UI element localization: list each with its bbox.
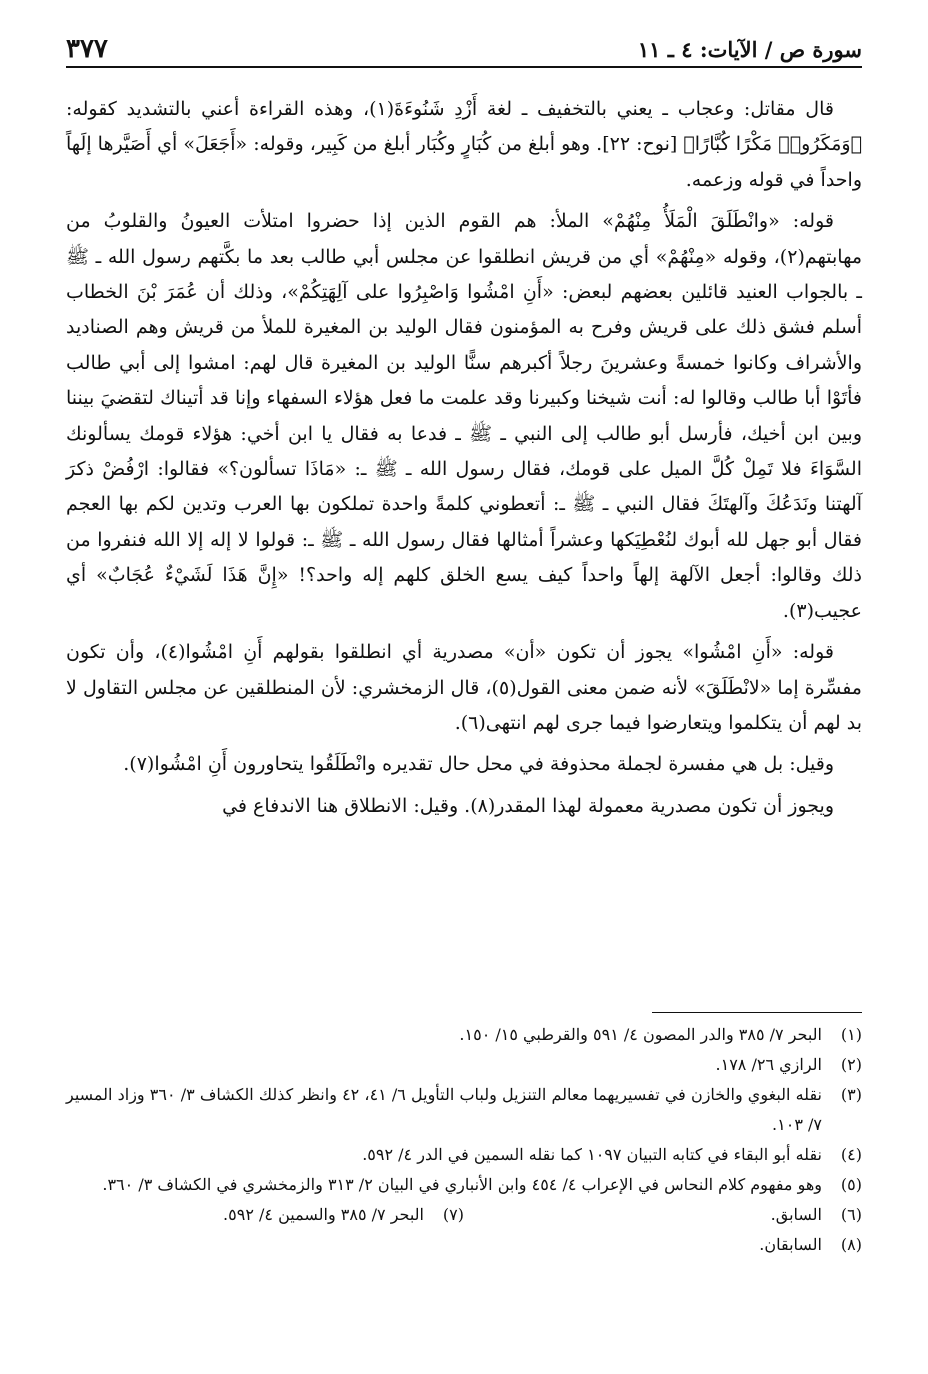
paragraph: قال مقاتل: وعجاب ـ يعني بالتخفيف ـ لغة أَزْدِ شَنُوءَةَ(١)، وهذه القراءة أعني بالتشديد كقوله: ﴿وَمَكَرُوا۟ مَكْرًا كُبَّارًا﴾ [نوح: ٢٢]. وهو أبلغ من كُبَارٍ وكُبَار أبلغ من كَبِير، وقوله: «أَجَعَلَ» أي أَصَيَّرها إلَهاً واحداً في قوله وزعمه. bbox=[66, 98, 863, 191]
paragraph: قوله: «وانْطَلَقَ الْمَلَأُ مِنْهُمْ» الملأ: هم القوم الذين إذا حضروا امتلأت العيونُ والقلوبُ من مهابتهم(٢)، وقوله «مِنْهُمْ» أي من قريش انطلقوا عن مجلس أبي طالب بعد ما بكَّتهم رسول الله ـ ﷺ ـ بالجواب العنيد قائلين بعضهم لبعض: «أَنِ امْشُوا وَاصْبِرُوا على آلِهَتِكُمْ»، وذلك أن عُمَرَ بْنَ الخطاب أسلم فشق ذلك على قريش وفرح به المؤمنون فقال الوليد بن المغيرة للملأ من قريش وهم الصناديد والأشراف وكانوا خمسةً وعشرينَ رجلاً أكبرهم سنًّا الوليد بن المغيرة قال لهم: امشوا إلى أبي طالب فأتَوْا أبا طالب وقالوا له: أنت شيخنا وكبيرنا وقد علمت ما فعل هؤلاء السفهاء وإنا قد أتيناك لتقضيَ بيننا وبين ابن أخيك، فأرسل أبو طالب إلى النبي ـ ﷺ ـ فدعا به فقال يا ابن أخي: هؤلاء قومك يسألونك السَّوَاءَ فلا تَمِلْ كُلَّ الميل على قومك، فقال رسول الله ـ ﷺ ـ: «مَاذَا تسألون؟» فقالوا: ارْفُضْ ذكرَ آلهتنا ونَدَعُكَ وآلهتَكَ فقال النبي ـ ﷺ ـ: أتعطوني كلمةً واحدة تملكون بها العرب وتدين لكم بها العجم فقال أبو جهل لله أبوك لنُعْطِيَكها وعشراً أمثالها فقال رسول الله ـ ﷺ ـ: قولوا لا إله إلا الله فنفروا من ذلك وقالوا: أجعل الآلهة إلهاً واحداً كيف يسع الخلق كلهم إله واحد؟! «إِنَّ هَذَا لَشَيْءٌ عُجَابٌ» أي عجيب(٣). bbox=[66, 210, 862, 622]
footnote-text: نقله البغوي والخازن في تفسيريهما معالم التنزيل ولباب التأويل ٦/ ٤١، ٤٢ وانظر كذلك الكشاف ٣/ ٣٦٠ وزاد المسير ٧/ ١٠٣. bbox=[66, 1085, 823, 1134]
page-number: ٣٧٧ bbox=[66, 34, 108, 64]
footnote-separator bbox=[652, 1012, 862, 1013]
footnote bbox=[464, 1200, 862, 1230]
footnote-number: (٧) bbox=[442, 1205, 464, 1224]
footnote-text: وهو مفهوم كلام النحاس في الإعراب ٤/ ٤٥٤ وابن الأنباري في البيان ٢/ ٣١٣ والزمخشري في الكشاف ٣/ ٣٦٠. bbox=[102, 1175, 822, 1194]
paragraph: قوله: «أَنِ امْشُوا» يجوز أن تكون «أن» مصدرية أي انطلقوا بقولهم أَنِ امْشُوا(٤)، وأن تكون مفسِّرة إما «لانْطَلَقَ» لأنه ضمن معنى القول(٥)، قال الزمخشري: لأن المنطلقين عن مجلس التقاول لا بد لهم أن يتكلموا ويتعارضوا فيما جرى لهم انتهى(٦). bbox=[66, 641, 862, 734]
footnote-number: (٥) bbox=[840, 1175, 862, 1194]
footnote-number: (٤) bbox=[840, 1145, 862, 1164]
footnote-text: نقله أبو البقاء في كتابه التبيان ١٠٩٧ كما نقله السمين في الدر ٤/ ٥٩٢. bbox=[362, 1145, 822, 1164]
page-header bbox=[66, 28, 862, 68]
footnote-number: (٦) bbox=[840, 1205, 862, 1224]
paragraph: ويجوز أن تكون مصدرية معمولة لهذا المقدر(٨). وقيل: الانطلاق هنا الاندفاع في bbox=[222, 794, 834, 817]
footnote bbox=[66, 1020, 862, 1050]
footnote bbox=[66, 1200, 464, 1230]
footnote-number: (١) bbox=[840, 1025, 862, 1044]
running-title: سورة ص / الآيات: ٤ ـ ١١ bbox=[637, 37, 862, 62]
footnote bbox=[66, 1080, 862, 1140]
footnote bbox=[66, 1050, 862, 1080]
footnote bbox=[66, 1140, 862, 1170]
footnote-row bbox=[66, 1200, 862, 1230]
footnote-number: (٨) bbox=[840, 1235, 862, 1254]
footnote-number: (٢) bbox=[840, 1055, 862, 1074]
footnote-text: السابق. bbox=[770, 1205, 822, 1224]
footnote bbox=[66, 1230, 862, 1260]
footnote bbox=[66, 1170, 862, 1200]
footnote-text: البحر ٧/ ٣٨٥ والدر المصون ٤/ ٥٩١ والقرطبي ١٥/ ١٥٠. bbox=[459, 1025, 822, 1044]
footnote-text: السابقان. bbox=[759, 1235, 822, 1254]
footnote-text: الرازي ٢٦/ ١٧٨. bbox=[715, 1055, 822, 1074]
footnotes bbox=[66, 1020, 862, 1260]
footnote-number: (٣) bbox=[840, 1085, 862, 1104]
main-text bbox=[66, 92, 862, 830]
paragraph: وقيل: بل هي مفسرة لجملة محذوفة في محل حال تقديره وانْطَلَقُوا يتحاورون أَنِ امْشُوا(٧). bbox=[123, 753, 834, 776]
footnote-text: البحر ٧/ ٣٨٥ والسمين ٤/ ٥٩٢. bbox=[223, 1205, 424, 1224]
